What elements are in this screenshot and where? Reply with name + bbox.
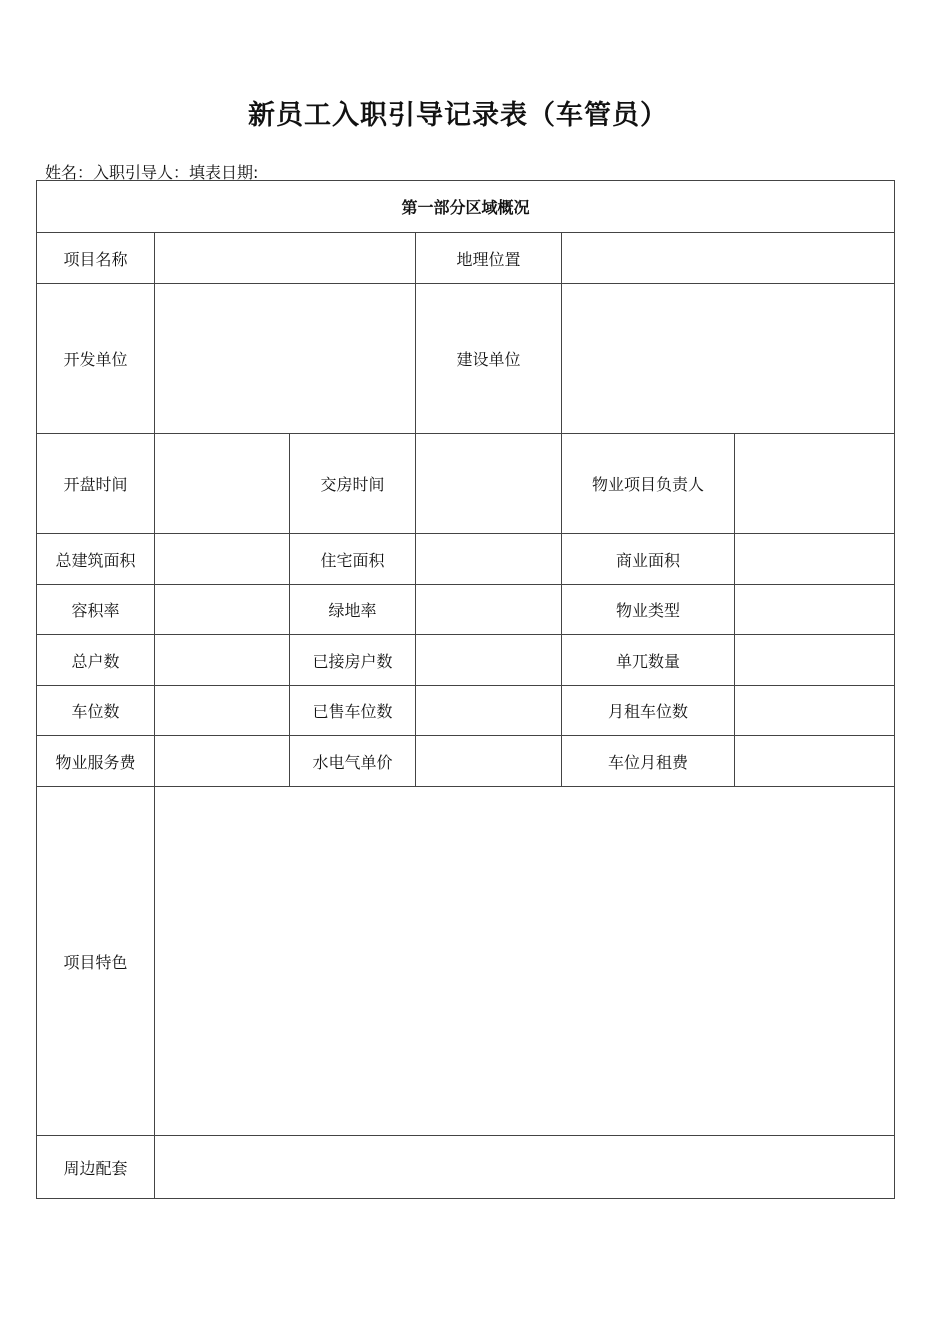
label-utility-prices: 水电气单价: [290, 736, 416, 787]
label-parking-spaces: 车位数: [37, 686, 155, 736]
table-row: [37, 534, 895, 585]
table-row: [37, 585, 895, 635]
table-row: [37, 787, 895, 1136]
value-green-ratio[interactable]: [416, 585, 562, 635]
label-project-features: 项目特色: [37, 787, 155, 1136]
table-row: [37, 284, 895, 434]
label-property-manager: 物业项目负责人: [562, 434, 735, 534]
value-total-floor-area[interactable]: [155, 534, 290, 585]
label-property-type: 物业类型: [562, 585, 735, 635]
label-developer: 开发单位: [37, 284, 155, 434]
value-received-households[interactable]: [416, 635, 562, 686]
label-project-name: 项目名称: [37, 233, 155, 284]
label-total-households: 总户数: [37, 635, 155, 686]
label-plot-ratio: 容积率: [37, 585, 155, 635]
label-location: 地理位置: [416, 233, 562, 284]
onboarding-record-table: [36, 180, 895, 1199]
value-project-features[interactable]: [155, 787, 895, 1136]
label-handover-time: 交房时间: [290, 434, 416, 534]
value-property-type[interactable]: [735, 585, 895, 635]
label-sold-parking: 已售车位数: [290, 686, 416, 736]
label-builder: 建设单位: [416, 284, 562, 434]
value-residential-area[interactable]: [416, 534, 562, 585]
label-green-ratio: 绿地率: [290, 585, 416, 635]
label-residential-area: 住宅面积: [290, 534, 416, 585]
value-project-name[interactable]: [155, 233, 416, 284]
document-title: 新员工入职引导记录表（车管员）: [248, 100, 668, 131]
label-opening-time: 开盘时间: [37, 434, 155, 534]
value-commercial-area[interactable]: [735, 534, 895, 585]
value-sold-parking[interactable]: [416, 686, 562, 736]
value-total-households[interactable]: [155, 635, 290, 686]
value-location[interactable]: [562, 233, 895, 284]
table-row: [37, 434, 895, 534]
table-row: [37, 686, 895, 736]
table-row: [37, 233, 895, 284]
label-total-floor-area: 总建筑面积: [37, 534, 155, 585]
label-service-fee: 物业服务费: [37, 736, 155, 787]
table-row: [37, 1136, 895, 1199]
value-plot-ratio[interactable]: [155, 585, 290, 635]
label-parking-monthly-fee: 车位月租费: [562, 736, 735, 787]
label-received-households: 已接房户数: [290, 635, 416, 686]
value-utility-prices[interactable]: [416, 736, 562, 787]
value-property-manager[interactable]: [735, 434, 895, 534]
label-commercial-area: 商业面积: [562, 534, 735, 585]
value-handover-time[interactable]: [416, 434, 562, 534]
table-row: [37, 635, 895, 686]
value-monthly-rent-parking[interactable]: [735, 686, 895, 736]
label-surrounding-facilities: 周边配套: [37, 1136, 155, 1199]
value-opening-time[interactable]: [155, 434, 290, 534]
value-service-fee[interactable]: [155, 736, 290, 787]
value-unit-count[interactable]: [735, 635, 895, 686]
table-row: [37, 736, 895, 787]
label-unit-count: 单兀数量: [562, 635, 735, 686]
value-parking-monthly-fee[interactable]: [735, 736, 895, 787]
value-parking-spaces[interactable]: [155, 686, 290, 736]
value-developer[interactable]: [155, 284, 416, 434]
value-builder[interactable]: [562, 284, 895, 434]
value-surrounding-facilities[interactable]: [155, 1136, 895, 1199]
label-monthly-rent-parking: 月租车位数: [562, 686, 735, 736]
section-header-row: [37, 181, 895, 233]
document-meta-line: 姓名：入职引导人：填表日期:: [45, 163, 259, 182]
section-title: 第一部分区域概况: [37, 181, 895, 233]
